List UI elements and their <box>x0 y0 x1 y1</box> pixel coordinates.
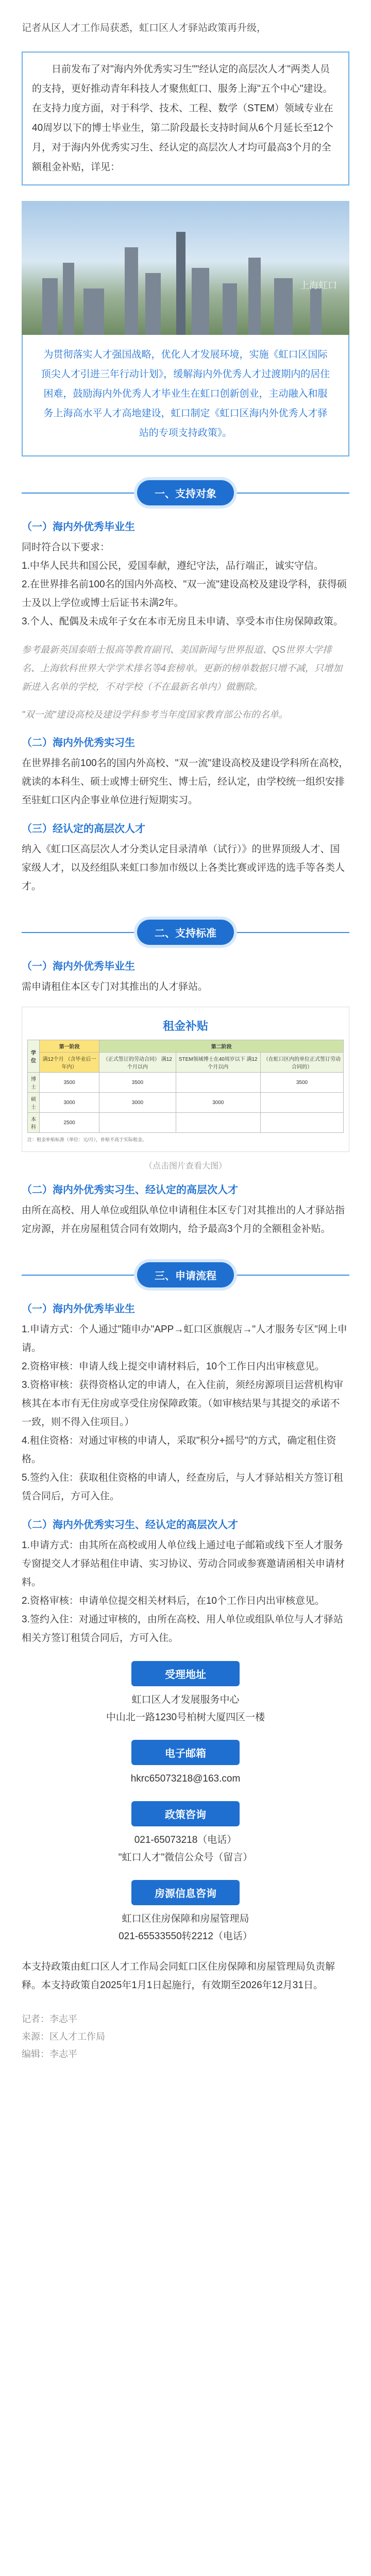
subheading: （二）海内外优秀实习生 <box>22 737 135 749</box>
table-note: 注：租金补贴标准（单位：元/月），补贴不高于实际租金。 <box>27 1137 147 1142</box>
section-title: 一、支持对象 <box>137 480 234 505</box>
table-cell <box>176 1113 260 1133</box>
housing-line: 虹口区住房保障和房屋管理局 <box>122 1913 249 1924</box>
paragraph: 2.在世界排名前100名的国内外高校、"双一流"建设高校及建设学科，获得硕士及以上学位或博士后证书未满2年。 <box>22 579 347 608</box>
paragraph: 5.签约入住：获取租住资格的申请人，经查房后，与人才驿站相关方签订租赁合同后，方可入住。 <box>22 1472 343 1502</box>
subsidy-table <box>27 1040 344 1133</box>
policy-intro: 为贯彻落实人才强国战略，优化人才发展环境，实施《虹口区国际顶尖人才引进三年行动计划》，缓解海内外优秀人才过渡期内的居住困难，鼓励海内外优秀人才毕业生在虹口创新创业，主动融入和服务上海高水平人才高地建设，虹口制定《虹口区海内外优秀人才驿站的专项支持政策》。 <box>22 335 349 456</box>
table-row <box>28 1073 344 1093</box>
table-cell: 博士 <box>28 1073 40 1093</box>
paragraph: 同时符合以下要求： <box>22 542 110 553</box>
table-cell <box>176 1073 260 1093</box>
table-row <box>28 1093 344 1113</box>
email-link[interactable]: hkrc65073218@163.com <box>130 1773 241 1784</box>
image-caption: （点击图片查看大图） <box>144 1162 227 1171</box>
note: 参考最新英国泰晤士报高等教育副刊、美国新闻与世界报道、QS世界大学排名、上海软科世界大学学术排名等4套榜单。更新的榜单数据只增不减，只增加新进入名单的学校，不对学校（不在最新名单内）做删除。 <box>22 645 343 692</box>
address-line: 虹口区人才发展服务中心 <box>131 1694 240 1705</box>
source-line: 来源：区人才工作局 <box>22 2031 105 2042</box>
table-cell: 本科 <box>28 1113 40 1133</box>
table-cell: 3000 <box>99 1093 176 1113</box>
paragraph: 3.资格审核：获得资格认定的申请人，在入住前，须经房源项目运营机构审核其在本市有无住房或享受住房保障政策。（如审核结果与其提交的承诺不一致，则不得入住项目。） <box>22 1380 343 1428</box>
table-cell <box>260 1113 343 1133</box>
paragraph: 1.申请方式：由其所在高校或用人单位线上通过电子邮箱或线下至人才服务专窗提交人才驿站租住申请、实习协议、劳动合同或参赛邀请函相关申请材料。 <box>22 1540 345 1588</box>
article-footer <box>0 2010 371 2063</box>
article-page <box>0 19 371 2576</box>
hero-image <box>22 201 349 335</box>
subheading: （一）海内外优秀毕业生 <box>22 961 135 972</box>
table-cell: （正式签订的劳动合同） 满12个月以内 <box>99 1053 176 1073</box>
table-cell: 3500 <box>39 1073 99 1093</box>
paragraph: 在世界排名前100名的国内外高校、"双一流"建设高校及建设学科所在高校，就读的本科生、硕士或博士研究生、博士后，经认定，由学校统一组织安排至驻虹口区内企事业单位进行短期实习。 <box>22 758 349 806</box>
phone-line[interactable]: 021-65533550转2212（电话） <box>119 1931 252 1942</box>
lead-paragraph: 记者从区人才工作局获悉，虹口区人才驿站政策再升级， <box>22 23 267 33</box>
table-header: 第一阶段 <box>39 1040 99 1053</box>
table-header: 第二阶段 <box>99 1040 344 1053</box>
paragraph: 3.个人、配偶及未成年子女在本市无房且未申请、享受本市住房保障政策。 <box>22 616 343 627</box>
housing-consult-button: 房源信息咨询 <box>131 1880 240 1905</box>
paragraph: 纳入《虹口区高层次人才分类认定目录清单（试行）》的世界顶级人才、国家级人才，以及经组队来虹口参加市级以上各类比赛或评选的选手等各类人才。 <box>22 844 345 892</box>
policy-consult-button: 政策咨询 <box>131 1801 240 1826</box>
address-line: 中山北一路1230号柏树大厦四区一楼 <box>106 1712 265 1723</box>
paragraph: 1.中华人民共和国公民，爱国奉献，遵纪守法，品行端正，诚实守信。 <box>22 561 324 571</box>
subheading: （二）海内外优秀实习生、经认定的高层次人才 <box>22 1184 238 1196</box>
section-header-1 <box>22 477 349 508</box>
table-header: 学位 <box>28 1040 40 1073</box>
phone-line[interactable]: 021-65073218（电话） <box>134 1835 237 1845</box>
subheading: （一）海内外优秀毕业生 <box>22 521 135 533</box>
table-title: 租金补贴 <box>162 1020 208 1032</box>
paragraph: 由所在高校、用人单位或组队单位申请租住本区专门对其推出的人才驿站指定房源，并在房屋租赁合同有效期内，给予最高3个月的全额租金补贴。 <box>22 1205 345 1234</box>
paragraph: 3.签约入住：对通过审核的，由所在高校、用人单位或组队单位与人才驿站相关方签订租赁合同后，方可入住。 <box>22 1614 343 1643</box>
section-title: 二、支持标准 <box>137 920 234 945</box>
editor-line: 编辑：李志平 <box>22 2049 77 2059</box>
paragraph: 2.资格审核：申请单位提交相关材料后，在10个工作日内出审核意见。 <box>22 1596 325 1606</box>
table-cell: STEM领域博士在40周岁以下 满12个月以内 <box>176 1053 260 1073</box>
table-cell: 3500 <box>99 1073 176 1093</box>
section-title: 三、申请流程 <box>137 1262 234 1287</box>
closing-paragraph: 本支持政策由虹口区人才工作局会同虹口区住房保障和房屋管理局负责解释。本支持政策自2025年1月1日起施行，有效期至2026年12月31日。 <box>22 1961 335 1991</box>
intro-box: 日前发布了对"海内外优秀实习生""经认定的高层次人才"两类人员的支持，更好推动青年科技人才聚焦虹口、服务上海"五个中心"建设。在支持力度方面，对于科学、技术、工程、数学（STEM）领域专业在40周岁以下的博士毕业生，第二阶段最长支持时间从6个月延长至12个月，对于海内外优秀实习生、经认定的高层次人才均可最高3个月的全额租金补贴，详见： <box>22 52 349 185</box>
table-row <box>28 1113 344 1133</box>
table-cell: 2500 <box>39 1113 99 1133</box>
paragraph: 4.租住资格：对通过审核的申请人，采取"积分+摇号"的方式，确定租住资格。 <box>22 1435 336 1465</box>
subsidy-table-image[interactable] <box>22 1007 349 1152</box>
subheading: （一）海内外优秀毕业生 <box>22 1303 135 1315</box>
table-cell: 3500 <box>260 1073 343 1093</box>
email-button: 电子邮箱 <box>131 1740 240 1765</box>
table-cell: （在虹口区内的单位正式签订劳动合同的） <box>260 1053 343 1073</box>
note: "双一流"建设高校及建设学科参考当年度国家教育部公布的名单。 <box>22 709 288 720</box>
wechat-line: "虹口人才"微信公众号（留言） <box>118 1852 253 1863</box>
section-header-2 <box>22 917 349 947</box>
table-cell: 3000 <box>176 1093 260 1113</box>
table-cell: 硕士 <box>28 1093 40 1113</box>
table-cell <box>260 1093 343 1113</box>
subheading: （二）海内外优秀实习生、经认定的高层次人才 <box>22 1519 238 1531</box>
address-button: 受理地址 <box>131 1661 240 1686</box>
reporter-line: 记者：李志平 <box>22 2014 77 2024</box>
subheading: （三）经认定的高层次人才 <box>22 823 145 835</box>
table-cell: 满12个月 （含毕业后一年内） <box>39 1053 99 1073</box>
paragraph: 2.资格审核：申请人线上提交申请材料后，10个工作日内出审核意见。 <box>22 1361 325 1372</box>
table-cell: 3000 <box>39 1093 99 1113</box>
section-header-3 <box>22 1259 349 1290</box>
paragraph: 1.申请方式：个人通过"随申办"APP→虹口区旗舰店→"人才服务专区"网上申请。 <box>22 1324 347 1353</box>
table-cell <box>99 1113 176 1133</box>
hero-caption: 上海虹口 <box>300 280 337 291</box>
paragraph: 需申请租住本区专门对其推出的人才驿站。 <box>22 981 208 992</box>
